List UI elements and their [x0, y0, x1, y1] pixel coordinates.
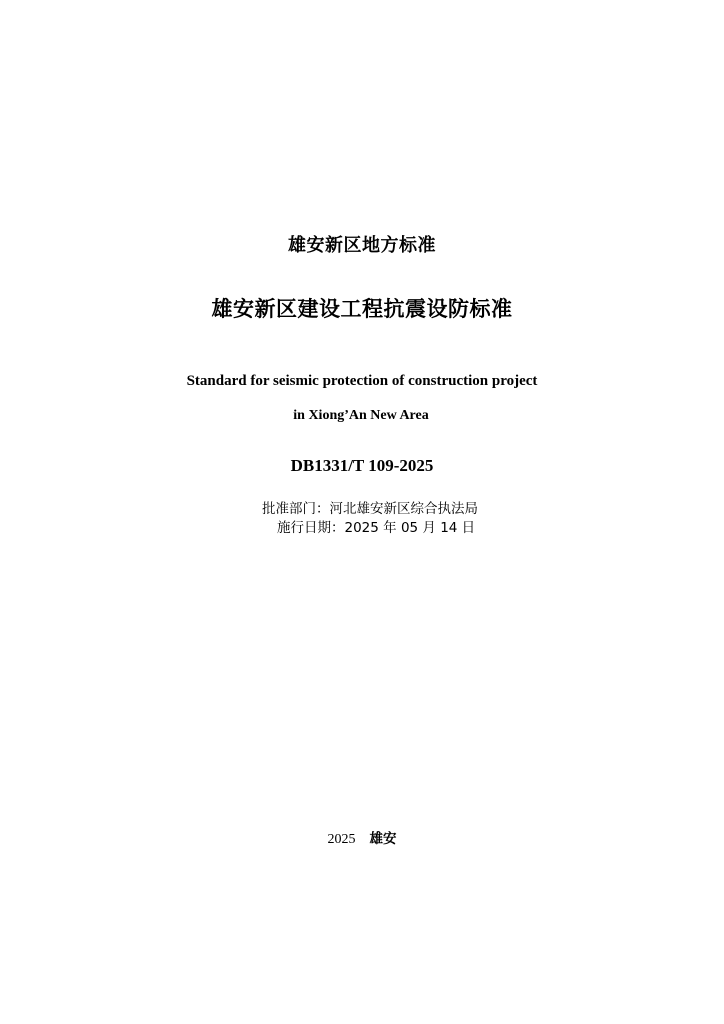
effective-date-label: 施行日期：	[277, 520, 345, 536]
approval-department-label: 批准部门：	[262, 501, 330, 517]
approval-info	[262, 500, 478, 538]
approval-department-value: 河北雄安新区综合执法局	[329, 501, 478, 517]
approval-department-row	[262, 500, 478, 519]
footer	[0, 827, 724, 848]
standard-number: DB1331/T 109-2025	[290, 456, 434, 475]
document-title-english-line2: in Xiong’An New Area	[293, 408, 429, 423]
effective-date-row	[277, 519, 478, 538]
footer-place: 雄安	[369, 831, 397, 847]
series-title: 雄安新区地方标准	[288, 235, 436, 256]
footer-year: 2025	[327, 832, 356, 847]
effective-date-value: 2025 年 05 月 14 日	[344, 520, 476, 536]
document-title-english-line1: Standard for seismic protection of construction project	[186, 373, 538, 389]
document-title-chinese: 雄安新区建设工程抗震设防标准	[211, 297, 513, 321]
